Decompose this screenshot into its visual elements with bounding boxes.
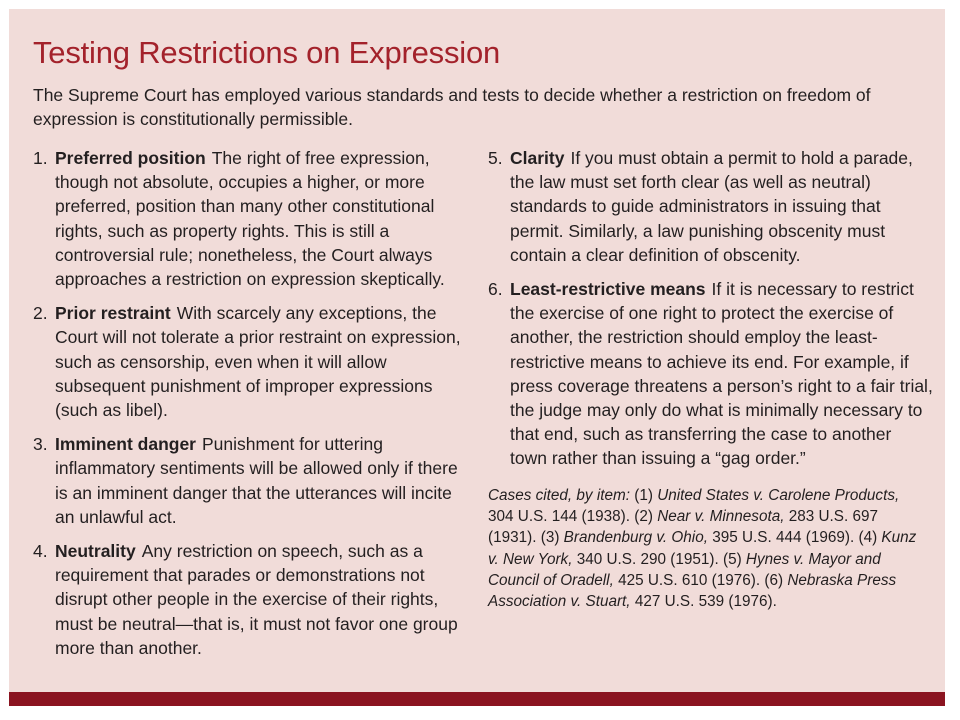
cases-label: Cases cited, by item:: [488, 486, 630, 504]
case-name: Nebraska Press Association v. Stuart,: [488, 571, 897, 611]
case-citation: 304 U.S. 144 (1938).: [488, 507, 631, 525]
case-citation: 283 U.S. 697 (1931).: [488, 507, 879, 547]
case-citation: 395 U.S. 444 (1969).: [712, 529, 855, 547]
case-number: (3): [540, 529, 560, 547]
list-item: [33, 146, 473, 291]
item-heading: Neutrality: [55, 541, 136, 562]
item-text: Any restriction on speech, such as a requirement that parades or demonstrations not disrupt other people in the exercise of their rights, must be neutral—that is, it must not favor one group more than another.: [55, 541, 458, 658]
case-number: (1): [634, 486, 653, 504]
item-heading: Imminent danger: [55, 434, 196, 455]
item-number: 6.: [488, 279, 503, 300]
item-number: 2.: [33, 303, 48, 324]
list-item: [33, 301, 473, 422]
item-number: 3.: [33, 434, 48, 455]
case-name: Hynes v. Mayor and Council of Oradell,: [488, 550, 881, 589]
item-heading: Preferred position: [55, 148, 206, 168]
case-citation: 425 U.S. 610 (1976).: [618, 571, 761, 589]
case-name: Brandenburg v. Ohio,: [563, 529, 708, 547]
case-name: United States v. Carolene Products,: [657, 486, 900, 504]
case-number: (5): [722, 550, 742, 568]
list-item: [488, 146, 933, 267]
case-citation: 340 U.S. 290 (1951).: [576, 550, 719, 568]
item-text: Punishment for uttering inflammatory sentiments will be allowed only if there is an imminent danger that the utterances will incite an unlawful act.: [55, 434, 458, 527]
bottom-accent-bar: [9, 692, 945, 706]
list-item: [488, 277, 933, 471]
case-name: Kunz v. New York,: [488, 529, 917, 568]
case-number: (4): [858, 529, 878, 547]
list-item: [33, 539, 473, 660]
case-number: (6): [764, 571, 784, 589]
cases-cited: [488, 485, 928, 613]
item-text: If you must obtain a permit to hold a parade, the law must set forth clear (as well as neutral) standards to guide administrators in issuing that permit. Similarly, a law punishing obscenity must contain a clear definition of obscenity.: [510, 148, 913, 265]
content-panel: [9, 9, 945, 692]
case-number: (2): [634, 507, 653, 525]
item-heading: Least-restrictive means: [510, 279, 706, 300]
page-title: Testing Restrictions on Expression: [33, 35, 501, 70]
case-name: Near v. Minnesota,: [657, 507, 785, 525]
item-number: 4.: [33, 541, 48, 562]
item-text: With scarcely any exceptions, the Court will not tolerate a prior restraint on expression, such as censorship, even when it will allow subsequent punishment of improper expressions (such as libel).: [55, 303, 461, 421]
item-number: 1.: [33, 148, 48, 168]
item-number: 5.: [488, 148, 503, 168]
item-heading: Clarity: [510, 148, 565, 168]
item-heading: Prior restraint: [55, 303, 171, 324]
intro-text: The Supreme Court has employed various standards and tests to decide whether a restriction on freedom of expression is constitutionally permissible.: [33, 85, 871, 129]
list-item: [33, 432, 473, 529]
right-column: [488, 146, 933, 612]
item-text: The right of free expression, though not absolute, occupies a higher, or more preferred, position than many other constitutional rights, such as property rights. This is still a controversial rule; nonetheless, the Court always approaches a restriction on expression skeptically.: [55, 148, 445, 290]
item-text: If it is necessary to restrict the exercise of one right to protect the exercise of another, the restriction should employ the least-restrictive means to achieve its end. For example, if press coverage threatens a person’s right to a fair trial, the judge may only do what is minimally necessary to that end, such as transferring the case to another town rather than issuing a “gag order.”: [510, 279, 933, 469]
left-column: [33, 146, 473, 670]
case-citation: 427 U.S. 539 (1976).: [634, 593, 777, 611]
